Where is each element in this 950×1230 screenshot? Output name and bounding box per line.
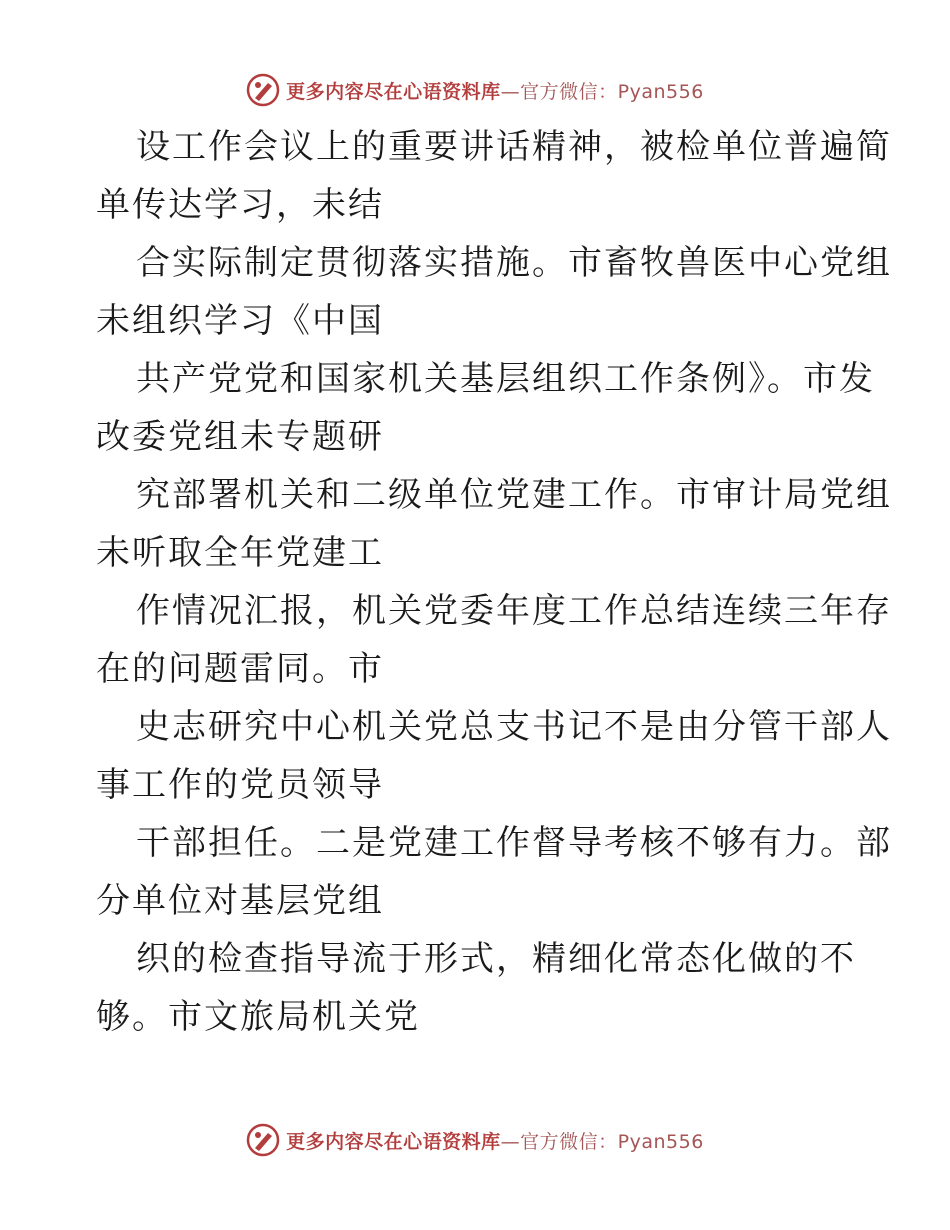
body-line: 在的问题雷同。市 bbox=[96, 649, 384, 689]
body-line: 共产党党和国家机关基层组织工作条例》。市发 bbox=[136, 359, 875, 399]
watermark-main: 更多内容尽在心语资料库 bbox=[286, 1130, 501, 1153]
body-line: 史志研究中心机关党总支书记不是由分管干部人 bbox=[136, 707, 892, 747]
body-line: 事工作的党员领导 bbox=[96, 765, 384, 805]
watermark-tail: —官方微信：Pyan556 bbox=[500, 1130, 704, 1153]
watermark-main: 更多内容尽在心语资料库 bbox=[286, 80, 501, 103]
body-line: 合实际制定贯彻落实措施。市畜牧兽医中心党组 bbox=[136, 243, 892, 283]
body-line: 干部担任。二是党建工作督导考核不够有力。部 bbox=[136, 823, 892, 863]
body-line: 设工作会议上的重要讲话精神，被检单位普遍简 bbox=[136, 127, 892, 167]
header-watermark bbox=[0, 70, 950, 110]
body-line: 作情况汇报，机关党委年度工作总结连续三年存 bbox=[136, 591, 892, 631]
footer-watermark bbox=[0, 1120, 950, 1160]
body-line: 未听取全年党建工 bbox=[96, 533, 384, 573]
body-line: 改委党组未专题研 bbox=[96, 417, 384, 457]
watermark-text bbox=[286, 77, 704, 104]
pen-logo-icon bbox=[246, 73, 280, 107]
watermark-text bbox=[286, 1127, 704, 1154]
body-line: 够。市文旅局机关党 bbox=[96, 997, 420, 1037]
body-line: 分单位对基层党组 bbox=[96, 881, 384, 921]
pen-logo-icon bbox=[246, 1123, 280, 1157]
body-line: 未组织学习《中国 bbox=[96, 301, 384, 341]
document-body bbox=[96, 118, 892, 1046]
body-line: 单传达学习，未结 bbox=[96, 185, 384, 225]
body-line: 究部署机关和二级单位党建工作。市审计局党组 bbox=[136, 475, 892, 515]
body-line: 织的检查指导流于形式，精细化常态化做的不 bbox=[136, 939, 856, 979]
watermark-tail: —官方微信：Pyan556 bbox=[500, 80, 704, 103]
